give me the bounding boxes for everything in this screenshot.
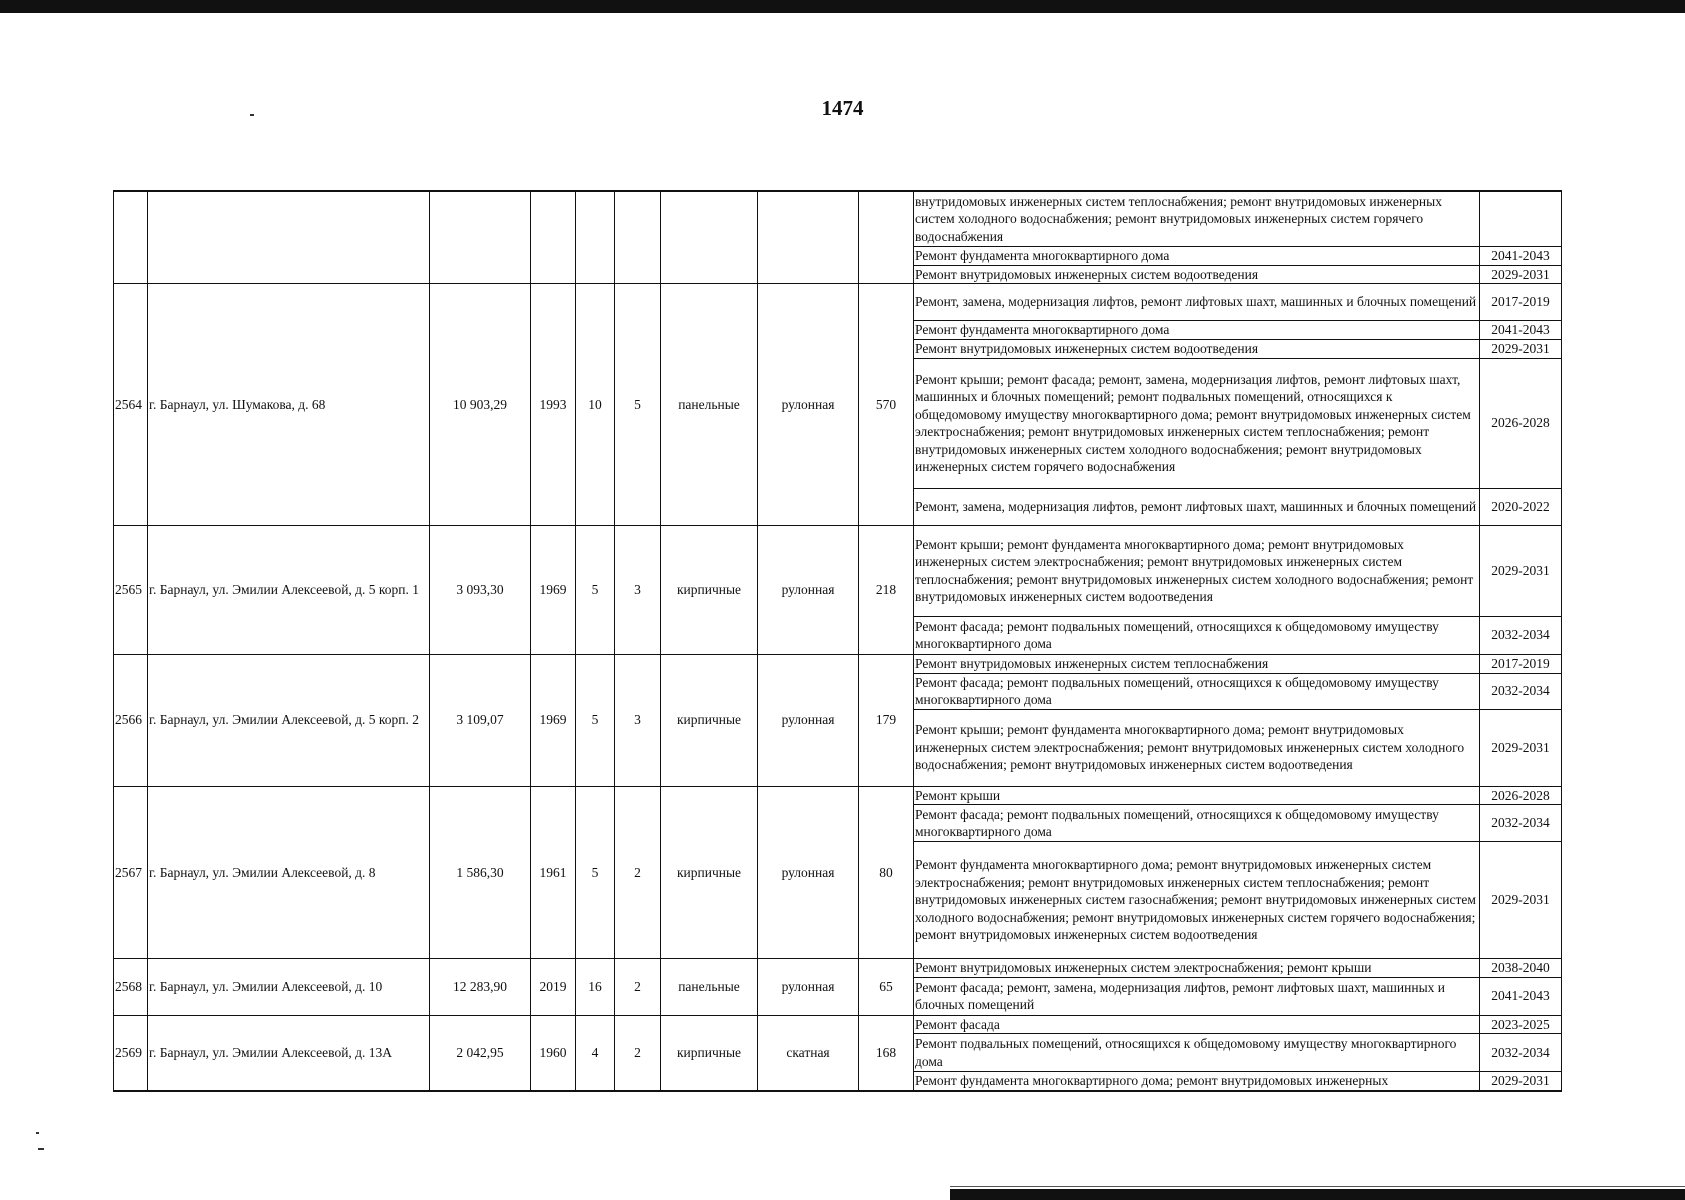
repair-work: Ремонт, замена, модернизация лифтов, ремонт лифтовых шахт, машинных и блочных помещений: [914, 488, 1480, 525]
building-number: 2564: [114, 284, 148, 526]
building-address: [148, 191, 430, 284]
total-area: 3 109,07: [430, 654, 531, 786]
scan-bottom-line: [950, 1186, 1685, 1187]
repair-work: Ремонт фасада; ремонт подвальных помещений, относящихся к общедомовому имуществу многоквартирного дома: [914, 673, 1480, 709]
entrance-count: 5: [615, 284, 661, 526]
floor-count: 4: [576, 1015, 615, 1091]
wall-material: [661, 191, 758, 284]
build-year: 1969: [531, 525, 576, 654]
wall-material: кирпичные: [661, 525, 758, 654]
repair-period: [1480, 191, 1562, 246]
build-year: 1969: [531, 654, 576, 786]
total-area: 2 042,95: [430, 1015, 531, 1091]
resident-count: 218: [859, 525, 914, 654]
table-row: [114, 284, 1562, 321]
repair-period: 2023-2025: [1480, 1015, 1562, 1034]
wall-material: панельные: [661, 959, 758, 1016]
total-area: [430, 191, 531, 284]
repair-work: Ремонт фундамента многоквартирного дома; ремонт внутридомовых инженерных систем электроснабжения; ремонт внутридомовых инженерных систем теплоснабжения; ремонт внутридомовых инженерных систем газоснабжения; ремонт внутридомовых инженерных систем холодного водоснабжения; ремонт внутридомовых инженерных систем горячего водоснабжения; ремонт внутридомовых инженерных систем водоотведения: [914, 842, 1480, 959]
repair-work: Ремонт внутридомовых инженерных систем электроснабжения; ремонт крыши: [914, 959, 1480, 978]
building-address: г. Барнаул, ул. Эмилии Алексеевой, д. 13А: [148, 1015, 430, 1091]
repair-work: Ремонт фундамента многоквартирного дома; ремонт внутридомовых инженерных: [914, 1072, 1480, 1091]
scan-bottom-border: [950, 1189, 1685, 1200]
repair-period: 2041-2043: [1480, 246, 1562, 265]
roof-type: рулонная: [758, 525, 859, 654]
wall-material: кирпичные: [661, 1015, 758, 1091]
repair-period: 2032-2034: [1480, 1034, 1562, 1072]
building-number: [114, 191, 148, 284]
table-row: [114, 1015, 1562, 1034]
total-area: 10 903,29: [430, 284, 531, 526]
building-number: 2568: [114, 959, 148, 1016]
entrance-count: 2: [615, 1015, 661, 1091]
resident-count: 80: [859, 786, 914, 959]
repair-work: Ремонт внутридомовых инженерных систем водоотведения: [914, 265, 1480, 284]
total-area: 1 586,30: [430, 786, 531, 959]
build-year: 1993: [531, 284, 576, 526]
resident-count: 65: [859, 959, 914, 1016]
wall-material: кирпичные: [661, 654, 758, 786]
table-row: [114, 654, 1562, 673]
table-row: [114, 191, 1562, 246]
repair-work: Ремонт, замена, модернизация лифтов, ремонт лифтовых шахт, машинных и блочных помещений: [914, 284, 1480, 321]
build-year: 1961: [531, 786, 576, 959]
build-year: [531, 191, 576, 284]
wall-material: панельные: [661, 284, 758, 526]
repair-work: Ремонт фасада: [914, 1015, 1480, 1034]
resident-count: 570: [859, 284, 914, 526]
entrance-count: 2: [615, 786, 661, 959]
repair-period: 2029-2031: [1480, 525, 1562, 616]
repair-work: Ремонт крыши; ремонт фундамента многоквартирного дома; ремонт внутридомовых инженерных систем электроснабжения; ремонт внутридомовых инженерных систем теплоснабжения; ремонт внутридомовых инженерных систем холодного водоснабжения; ремонт внутридомовых инженерных систем водоотведения: [914, 525, 1480, 616]
repair-work: Ремонт фундамента многоквартирного дома: [914, 321, 1480, 340]
repair-work: Ремонт фасада; ремонт, замена, модернизация лифтов, ремонт лифтовых шахт, машинных и блочных помещений: [914, 977, 1480, 1015]
total-area: 3 093,30: [430, 525, 531, 654]
roof-type: [758, 191, 859, 284]
building-number: 2566: [114, 654, 148, 786]
building-number: 2569: [114, 1015, 148, 1091]
roof-type: скатная: [758, 1015, 859, 1091]
repair-period: 2017-2019: [1480, 654, 1562, 673]
repair-work: Ремонт фасада; ремонт подвальных помещений, относящихся к общедомовому имуществу многоквартирного дома: [914, 805, 1480, 842]
floor-count: 5: [576, 654, 615, 786]
repair-work: внутридомовых инженерных систем теплоснабжения; ремонт внутридомовых инженерных систем холодного водоснабжения; ремонт внутридомовых инженерных систем горячего водоснабжения: [914, 191, 1480, 246]
total-area: 12 283,90: [430, 959, 531, 1016]
resident-count: 168: [859, 1015, 914, 1091]
repair-work: Ремонт подвальных помещений, относящихся к общедомовому имуществу многоквартирного дома: [914, 1034, 1480, 1072]
building-address: г. Барнаул, ул. Эмилии Алексеевой, д. 5 корп. 1: [148, 525, 430, 654]
repair-period: 2026-2028: [1480, 786, 1562, 805]
repair-period: 2038-2040: [1480, 959, 1562, 978]
resident-count: 179: [859, 654, 914, 786]
building-address: г. Барнаул, ул. Эмилии Алексеевой, д. 5 корп. 2: [148, 654, 430, 786]
scan-speck: [250, 114, 254, 116]
repair-period: 2029-2031: [1480, 709, 1562, 786]
repair-period: 2026-2028: [1480, 358, 1562, 488]
repair-period: 2020-2022: [1480, 488, 1562, 525]
repair-work: Ремонт фундамента многоквартирного дома: [914, 246, 1480, 265]
repair-work: Ремонт крыши: [914, 786, 1480, 805]
roof-type: рулонная: [758, 959, 859, 1016]
floor-count: 16: [576, 959, 615, 1016]
entrance-count: 3: [615, 654, 661, 786]
build-year: 1960: [531, 1015, 576, 1091]
entrance-count: 3: [615, 525, 661, 654]
capital-repair-table: [113, 190, 1562, 1092]
wall-material: кирпичные: [661, 786, 758, 959]
roof-type: рулонная: [758, 284, 859, 526]
building-address: г. Барнаул, ул. Эмилии Алексеевой, д. 8: [148, 786, 430, 959]
repair-period: 2029-2031: [1480, 1072, 1562, 1091]
repair-period: 2032-2034: [1480, 805, 1562, 842]
repair-work: Ремонт внутридомовых инженерных систем водоотведения: [914, 339, 1480, 358]
repair-period: 2032-2034: [1480, 616, 1562, 654]
floor-count: [576, 191, 615, 284]
entrance-count: 2: [615, 959, 661, 1016]
repair-period: 2041-2043: [1480, 977, 1562, 1015]
scan-top-border: [0, 0, 1685, 13]
resident-count: [859, 191, 914, 284]
repair-period: 2017-2019: [1480, 284, 1562, 321]
build-year: 2019: [531, 959, 576, 1016]
repair-period: 2029-2031: [1480, 339, 1562, 358]
floor-count: 5: [576, 525, 615, 654]
building-number: 2565: [114, 525, 148, 654]
building-address: г. Барнаул, ул. Шумакова, д. 68: [148, 284, 430, 526]
building-number: 2567: [114, 786, 148, 959]
scan-speck: [36, 1132, 39, 1134]
repair-work: Ремонт фасада; ремонт подвальных помещений, относящихся к общедомовому имуществу многоквартирного дома: [914, 616, 1480, 654]
roof-type: рулонная: [758, 786, 859, 959]
building-address: г. Барнаул, ул. Эмилии Алексеевой, д. 10: [148, 959, 430, 1016]
entrance-count: [615, 191, 661, 284]
scan-speck: [38, 1148, 44, 1150]
repair-period: 2029-2031: [1480, 265, 1562, 284]
repair-work: Ремонт крыши; ремонт фундамента многоквартирного дома; ремонт внутридомовых инженерных систем электроснабжения; ремонт внутридомовых инженерных систем холодного водоснабжения; ремонт внутридомовых инженерных систем водоотведения: [914, 709, 1480, 786]
repair-work: Ремонт внутридомовых инженерных систем теплоснабжения: [914, 654, 1480, 673]
table-row: [114, 525, 1562, 616]
floor-count: 10: [576, 284, 615, 526]
floor-count: 5: [576, 786, 615, 959]
repair-work: Ремонт крыши; ремонт фасада; ремонт, замена, модернизация лифтов, ремонт лифтовых шахт, машинных и блочных помещений; ремонт подвальных помещений, относящихся к общедомовому имуществу многоквартирного дома; ремонт внутридомовых инженерных систем электроснабжения; ремонт внутридомовых инженерных систем теплоснабжения; ремонт внутридомовых инженерных систем холодного водоснабжения; ремонт внутридомовых инженерных систем горячего водоснабжения: [914, 358, 1480, 488]
table-row: [114, 959, 1562, 978]
table-row: [114, 786, 1562, 805]
page-number: 1474: [821, 96, 864, 120]
repair-period: 2032-2034: [1480, 673, 1562, 709]
repair-period: 2041-2043: [1480, 321, 1562, 340]
repair-period: 2029-2031: [1480, 842, 1562, 959]
roof-type: рулонная: [758, 654, 859, 786]
